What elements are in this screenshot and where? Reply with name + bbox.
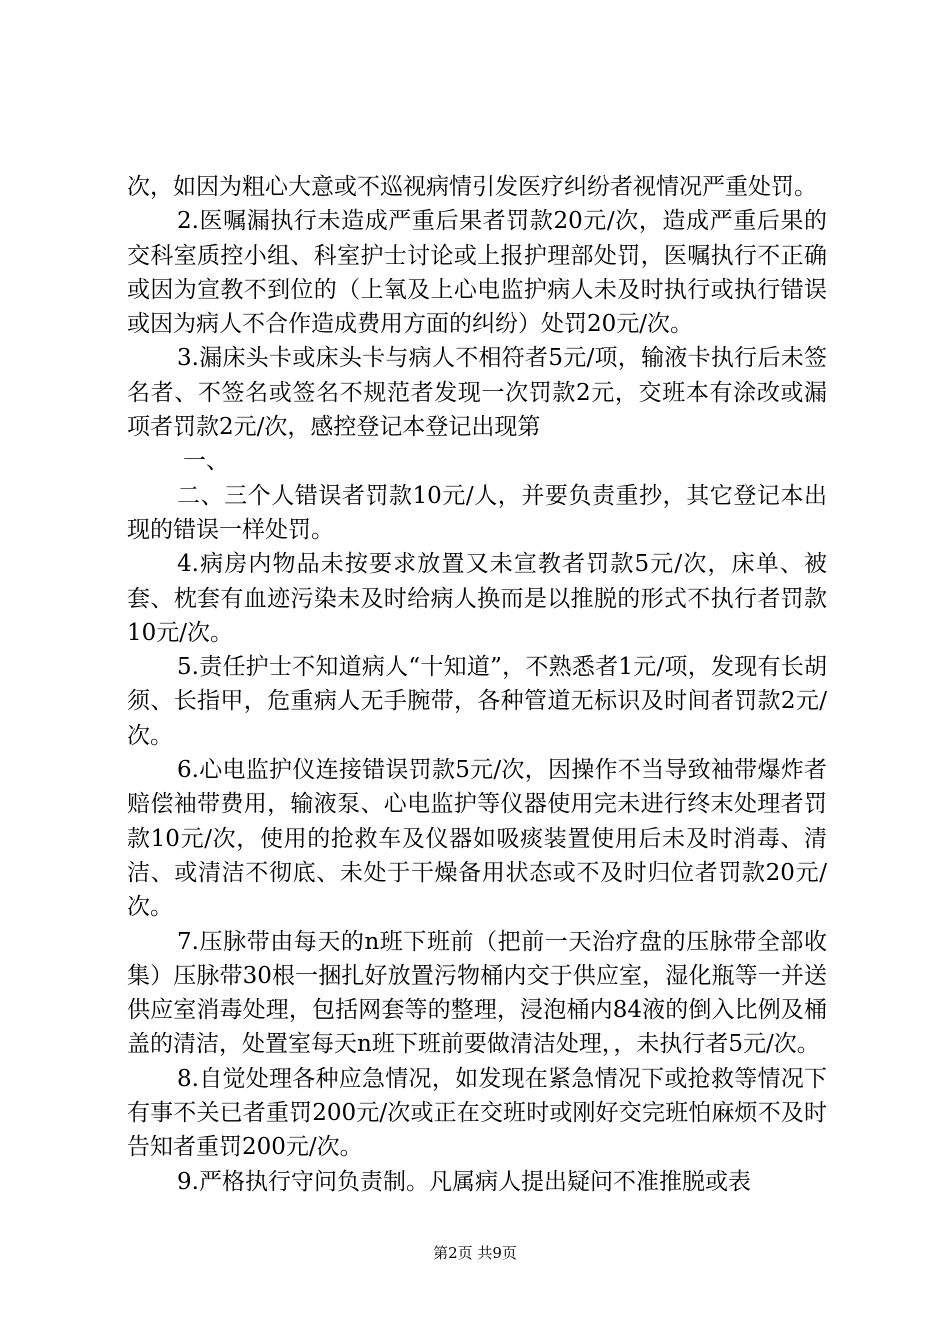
paragraph-fragment: 一、 <box>183 448 229 475</box>
paragraph-item-2: 2.医嘱漏执行未造成严重后果者罚款20元/次，造成严重后果的交科室质控小组、科室护士讨论或上报护理部处罚，医嘱执行不正确或因为宣教不到位的（上氧及上心电监护病人未及时执行或执行错误或因为病人不合作造成费用方面的纠纷）处罚20元/次。 <box>127 208 827 338</box>
page-number-footer: 第2页 共9页 <box>433 1244 517 1262</box>
paragraph-continuation: 次，如因为粗心大意或不巡视病情引发医疗纠纷者视情况严重处罚。 <box>127 174 817 200</box>
paragraph-item-3-continued: 二、三个人错误者罚款10元/人，并要负责重抄，其它登记本出现的错误一样处罚。 <box>127 482 827 543</box>
paragraph-item-3: 3.漏床头卡或床头卡与病人不相符者5元/项，输液卡执行后未签名者、不签名或签名不规范者发现一次罚款2元，交班本有涂改或漏项者罚款2元/次，感控登记本登记出现第 <box>127 345 827 441</box>
paragraph-item-8: 8.自觉处理各种应急情况，如发现在紧急情况下或抢救等情况下有事不关已者重罚200元/次或正在交班时或刚好交完班怕麻烦不及时告知者重罚200元/次。 <box>127 1065 827 1161</box>
paragraph-item-9: 9.严格执行守问负责制。凡属病人提出疑问不准推脱或表 <box>177 1168 751 1195</box>
paragraph-item-7: 7.压脉带由每天的n班下班前（把前一天治疗盘的压脉带全部收集）压脉带30根一捆扎好放置污物桶内交于供应室，湿化瓶等一并送供应室消毒处理，包括网套等的整理，浸泡桶内84液的倒入比例及桶盖的清洁，处置室每天n班下班前要做清洁处理，，未执行者5元/次。 <box>127 928 827 1058</box>
paragraph-item-5: 5.责任护士不知道病人“十知道”，不熟悉者1元/项，发现有长胡须、长指甲，危重病人无手腕带，各种管道无标识及时间者罚款2元/次。 <box>127 654 827 749</box>
document-body <box>127 170 827 1199</box>
paragraph-item-4: 4.病房内物品未按要求放置又未宣教者罚款5元/次，床单、被套、枕套有血迹污染未及时给病人换而是以推脱的形式不执行者罚款10元/次。 <box>127 551 827 646</box>
paragraph-item-6: 6.心电监护仪连接错误罚款5元/次，因操作不当导致袖带爆炸者赔偿袖带费用，输液泵、心电监护等仪器使用完未进行终末处理者罚款10元/次，使用的抢救车及仪器如吸痰装置使用后未及时消毒、清洁、或清洁不彻底、未处于干燥备用状态或不及时归位者罚款20元/次。 <box>127 757 827 921</box>
